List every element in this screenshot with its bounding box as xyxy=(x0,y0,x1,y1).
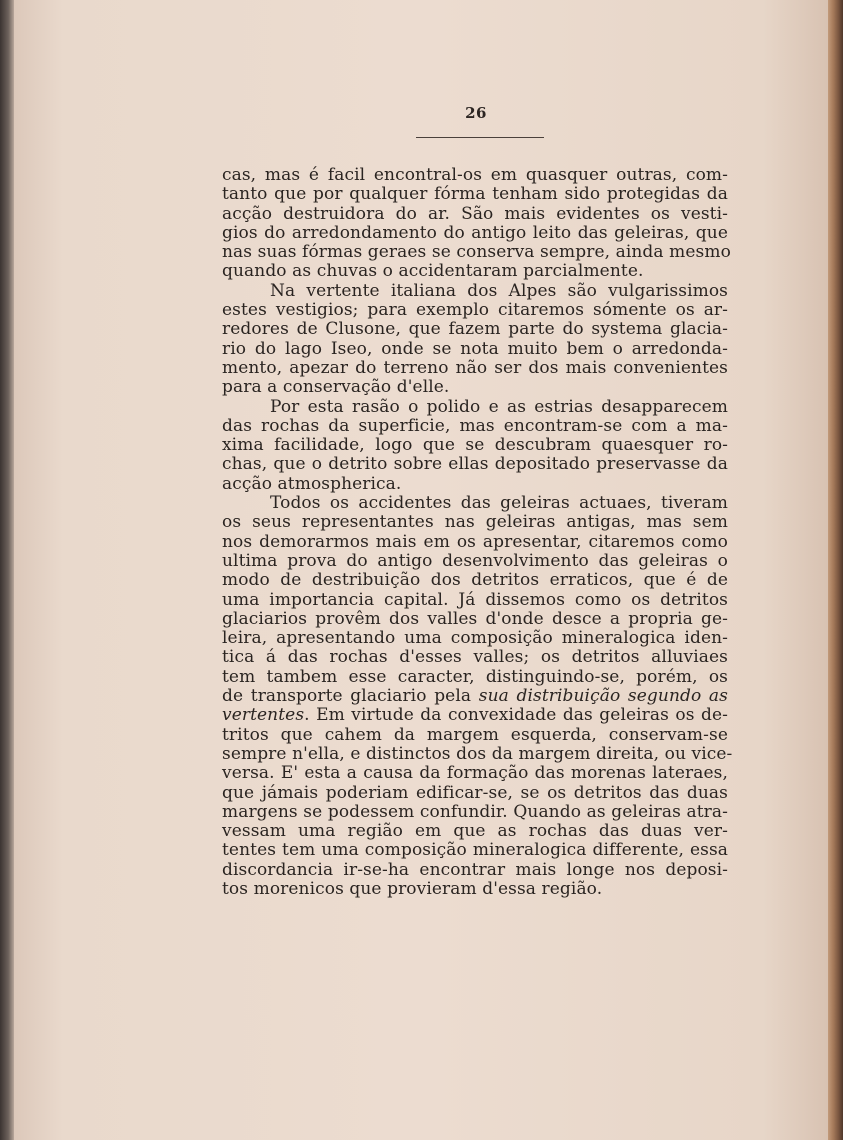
text-line: tritos que cahem da margem esquerda, conservam-se xyxy=(222,724,728,745)
italic-text: vertentes xyxy=(222,705,305,726)
book-page-edge xyxy=(828,0,843,1140)
text-line: chas, que o detrito sobre ellas depositado preservasse da xyxy=(222,454,728,475)
header-rule xyxy=(416,137,544,138)
text-line: tica á das rochas d'esses valles; os detritos alluviaes xyxy=(222,647,728,668)
text-line: que jámais poderiam edificar-se, se os detritos das duas xyxy=(222,782,728,803)
text-line: sempre n'ella, e distinctos dos da margem direita, ou vice- xyxy=(222,743,733,764)
text-line: quando as chuvas o accidentaram parcialmente. xyxy=(222,261,644,282)
text-line: acção atmospherica. xyxy=(222,473,402,494)
page-number: 26 xyxy=(465,104,487,122)
text-line: tem tambem esse caracter, distinguindo-se, porém, os xyxy=(222,666,728,687)
text-line: acção destruidora do ar. São mais evidentes os vesti- xyxy=(222,203,728,224)
text-line: das rochas da superficie, mas encontram-se com a ma- xyxy=(222,415,728,436)
text-line: cas, mas é facil encontral-os em quasquer outras, com- xyxy=(222,165,728,185)
text-line: mento, apezar do terreno não ser dos mais convenientes xyxy=(222,357,728,378)
text-line: xima facilidade, logo que se descubram quaesquer ro- xyxy=(222,435,728,456)
text-line: gios do arredondamento do antigo leito das geleiras, que xyxy=(222,222,728,243)
text-segment: . Em virtude da convexidade das geleiras os de- xyxy=(304,705,728,726)
text-line: versa. E' esta a causa da formação das morenas lateraes, xyxy=(222,763,728,784)
text-line: tos morenicos que provieram d'essa região. xyxy=(222,878,603,899)
text-line: nos demorarmos mais em os apresentar, citaremos como xyxy=(222,531,728,552)
text-line: tentes tem uma composição mineralogica differente, essa xyxy=(222,840,728,861)
text-line: Por esta rasão o polido e as estrias desapparecem xyxy=(270,396,728,417)
text-line: estes vestigios; para exemplo citaremos sómente os ar- xyxy=(222,300,728,321)
body-text xyxy=(222,165,733,899)
text-line: ultima prova do antigo desenvolvimento das geleiras o xyxy=(222,550,728,571)
text-line: discordancia ir-se-ha encontrar mais longe nos deposi- xyxy=(222,859,728,880)
text-line: vessam uma região em que as rochas das duas ver- xyxy=(222,821,728,842)
text-line: os seus representantes nas geleiras antigas, mas sem xyxy=(222,512,728,533)
text-line: Todos os accidentes das geleiras actuaes, tiveram xyxy=(270,493,728,514)
book-binding-edge xyxy=(0,0,14,1140)
italic-text: sua distribuição segundo as xyxy=(478,686,728,707)
text-line: margens se podessem confundir. Quando as geleiras atra- xyxy=(222,801,728,822)
text-line: para a conservação d'elle. xyxy=(222,377,450,398)
text-line: rio do lago Iseo, onde se nota muito bem o arredonda- xyxy=(222,338,728,359)
text-line: redores de Clusone, que fazem parte do systema glacia- xyxy=(222,319,728,340)
text-line: glaciarios provêm dos valles d'onde desce a propria ge- xyxy=(222,608,728,629)
text-segment: de transporte glaciario pela xyxy=(222,686,479,707)
text-line: Na vertente italiana dos Alpes são vulgarissimos xyxy=(270,280,728,301)
text-line: uma importancia capital. Já dissemos como os detritos xyxy=(222,589,728,610)
text-line: tanto que por qualquer fórma tenham sido protegidas da xyxy=(222,184,728,205)
text-line: leira, apresentando uma composição mineralogica iden- xyxy=(222,628,728,649)
text-line: nas suas fórmas geraes se conserva sempre, ainda mesmo xyxy=(222,242,731,263)
text-line: modo de destribuição dos detritos erraticos, que é de xyxy=(222,570,728,591)
text-line xyxy=(222,706,728,725)
text-line xyxy=(222,687,728,706)
